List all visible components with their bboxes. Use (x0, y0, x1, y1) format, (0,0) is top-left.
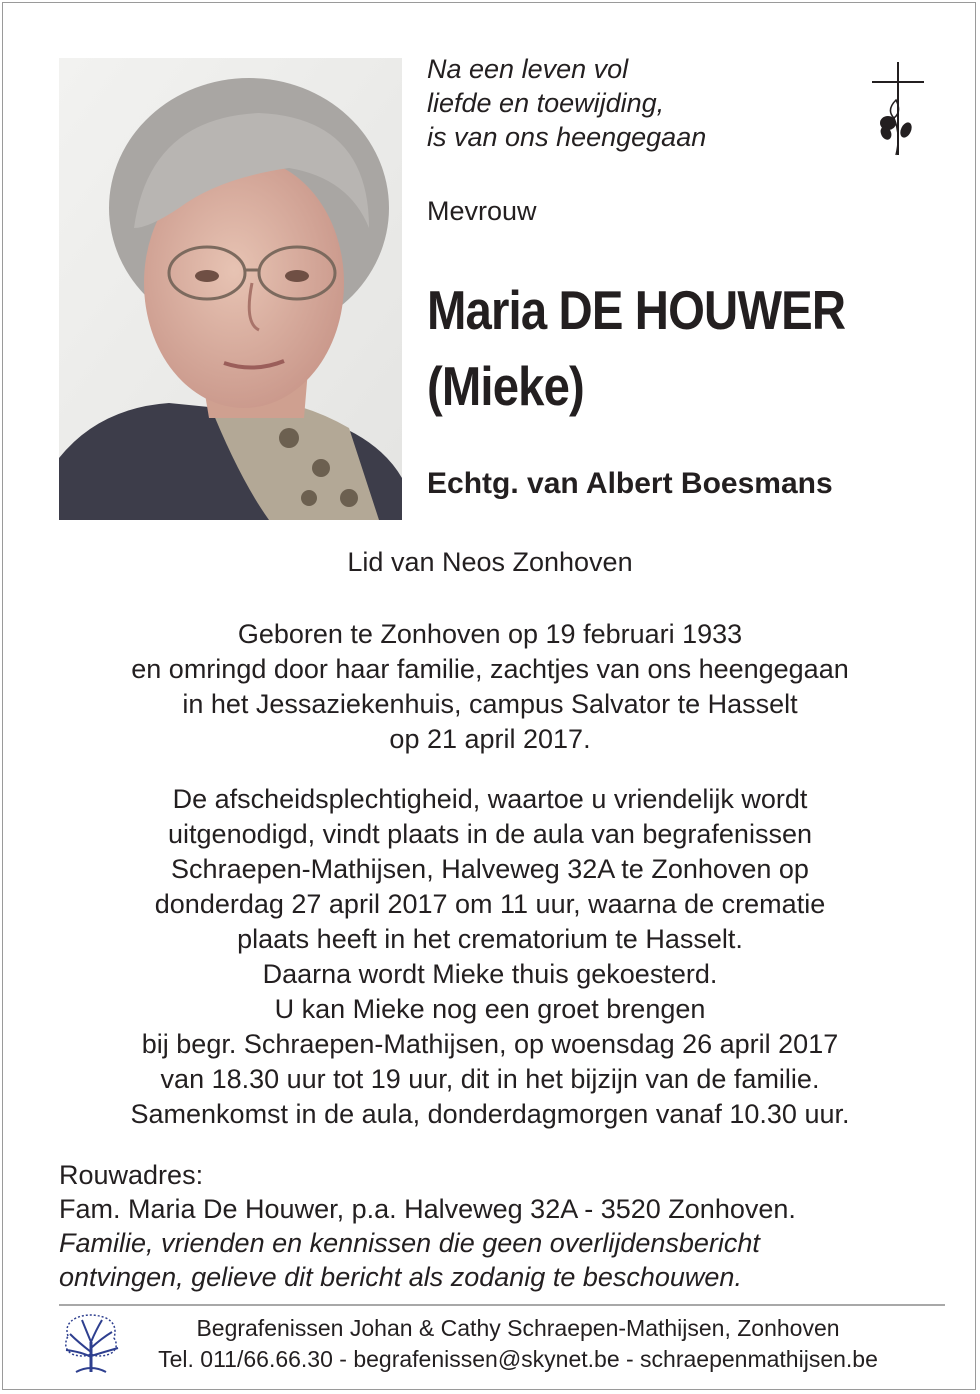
membership-line: Lid van Neos Zonhoven (347, 547, 633, 577)
paragraph-line: Geboren te Zonhoven op 19 februari 1933 (237, 619, 743, 649)
intro-line: is van ons heengegaan (427, 122, 707, 152)
funeral-home-contact: Tel. 011/66.66.30 - begrafenissen@skynet.be - schraepenmathijsen.be (158, 1346, 878, 1372)
funeral-home-footer (128, 1313, 908, 1375)
ceremony-paragraph (0, 782, 980, 1132)
address-note-line: Familie, vrienden en kennissen die geen overlijdensbericht (59, 1228, 760, 1258)
intro-verse (427, 52, 827, 154)
paragraph-line: donderdag 27 april 2017 om 11 uur, waarna de crematie (154, 889, 826, 919)
paragraph-line: bij begr. Schraepen-Mathijsen, op woensdag 26 april 2017 (141, 1029, 839, 1059)
intro-line: liefde en toewijding, (427, 88, 665, 118)
paragraph-line: uitgenodigd, vindt plaats in de aula van begrafenissen (168, 819, 812, 849)
portrait-photo (59, 58, 402, 520)
deceased-name-line: Maria DE HOUWER (427, 279, 846, 341)
spouse-line: Echtg. van Albert Boesmans (427, 467, 833, 500)
mourning-address (59, 1158, 796, 1294)
tree-logo-icon (60, 1312, 122, 1374)
footer-divider (59, 1304, 945, 1306)
address-label: Rouwadres: (59, 1160, 204, 1190)
paragraph-line: in het Jessaziekenhuis, campus Salvator te Hasselt (182, 689, 798, 719)
address-value: Fam. Maria De Houwer, p.a. Halveweg 32A - 3520 Zonhoven. (59, 1194, 796, 1224)
paragraph-line: van 18.30 uur tot 19 uur, dit in het bijzijn van de familie. (160, 1064, 820, 1094)
paragraph-line: U kan Mieke nog een groet brengen (274, 994, 706, 1024)
paragraph-line: op 21 april 2017. (389, 724, 591, 754)
address-note-line: ontvingen, gelieve dit bericht als zodanig te beschouwen. (59, 1262, 742, 1292)
birth-death-paragraph (0, 617, 980, 757)
paragraph-line: plaats heeft in het crematorium te Hasselt. (237, 924, 743, 954)
paragraph-line: Daarna wordt Mieke thuis gekoesterd. (262, 959, 718, 989)
paragraph-line: Schraepen-Mathijsen, Halveweg 32A te Zonhoven op (171, 854, 809, 884)
deceased-name (427, 272, 845, 424)
cross-with-rose-icon (866, 60, 926, 160)
paragraph-line: en omringd door haar familie, zachtjes van ons heengegaan (131, 654, 849, 684)
honorific: Mevrouw (427, 196, 537, 226)
paragraph-line: Samenkomst in de aula, donderdagmorgen vanaf 10.30 uur. (130, 1099, 850, 1129)
deceased-nickname: (Mieke) (427, 355, 584, 417)
paragraph-line: De afscheidsplechtigheid, waartoe u vriendelijk wordt (172, 784, 808, 814)
funeral-home-name: Begrafenissen Johan & Cathy Schraepen-Mathijsen, Zonhoven (196, 1315, 840, 1341)
intro-line: Na een leven vol (427, 54, 629, 84)
